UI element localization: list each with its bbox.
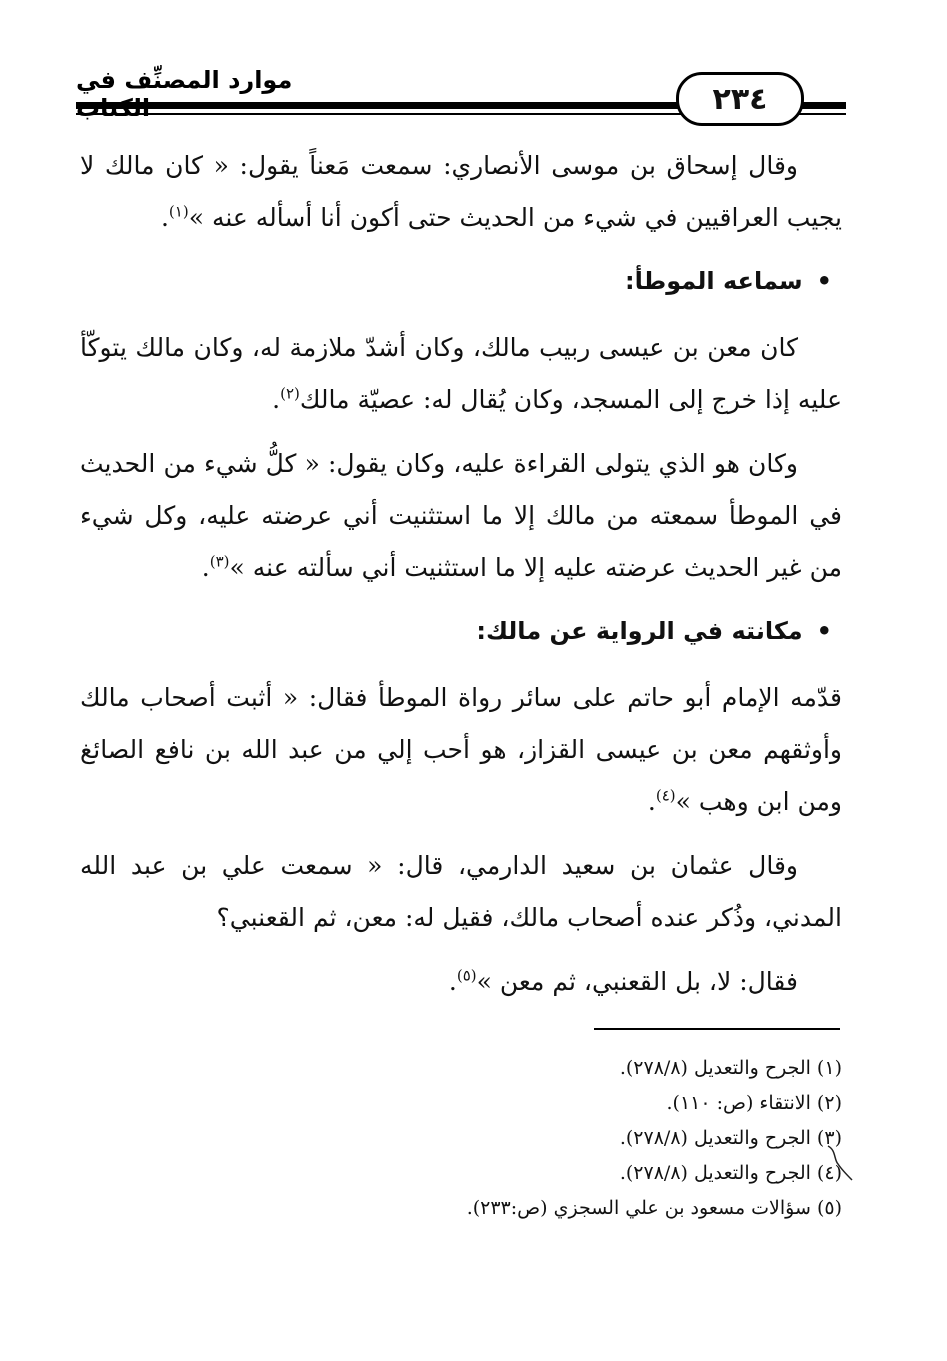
paragraph-4-text: قدّمه الإمام أبو حاتم على سائر رواة الموطأ فقال: « أثبت أصحاب مالك وأوثقهم معن بن عيسى القزاز، هو أحب إلي من عبد الله بن نافع الصائغ ومن ابن وهب » <box>80 683 842 816</box>
footnote-1: (١) الجرح والتعديل (٢٧٨/٨). <box>619 1057 842 1079</box>
footnote-5: (٥) سؤالات مسعود بن علي السجزي (ص:٢٣٣). <box>466 1197 842 1219</box>
paragraph-6-text: فقال: لا، بل القعنبي، ثم معن » <box>476 967 798 996</box>
paragraph-4: قدّمه الإمام أبو حاتم على سائر رواة الموطأ فقال: « أثبت أصحاب مالك وأوثقهم معن بن عيسى القزاز، هو أحب إلي من عبد الله بن نافع الصائغ ومن ابن وهب »$^{(٤)}$. <box>80 683 842 816</box>
footnote-ref-3[interactable]: (٣) <box>209 552 230 571</box>
footnote-ref-5[interactable]: (٥) <box>456 966 477 985</box>
paragraph-5 <box>80 840 842 944</box>
running-header <box>76 64 846 124</box>
footnote-4: (٤) الجرح والتعديل (٢٧٨/٨). <box>619 1162 842 1184</box>
section-heading-2-text: مكانته في الرواية عن مالك: <box>476 617 803 645</box>
footnote-ref-1[interactable]: (١) <box>168 202 189 221</box>
page-number: ٢٣٤ <box>712 81 768 117</box>
footnotes <box>400 1052 842 1227</box>
paragraph-6: فقال: لا، بل القعنبي، ثم معن »$^{(٥)}$. <box>448 966 798 996</box>
footnote-ref-4[interactable]: (٤) <box>655 786 676 805</box>
page-number-badge <box>676 72 804 126</box>
paragraph-3: وكان هو الذي يتولى القراءة عليه، وكان يقول: « كلُّ شيء من الحديث في الموطأ سمعته من مالك إلا ما استثنيت أني عرضته عليه، وكل شيء من غير الحديث عرضته عليه إلا ما استثنيت أني سألته عنه »$^{(٣)}$. <box>80 449 842 582</box>
section-heading-1 <box>80 256 842 306</box>
paragraph-2: كان معن بن عيسى ربيب مالك، وكان أشدّ ملازمة له، وكان مالك يتوكّأ عليه إذا خرج إلى المسجد، وكان يُقال له: عصيّة مالك$^{(٢)}$. <box>80 333 842 414</box>
running-header-title: موارد المصنِّف في <box>76 66 293 94</box>
footnote-separator <box>594 1028 840 1030</box>
paragraph-2-text: كان معن بن عيسى ربيب مالك، وكان أشدّ ملازمة له، وكان مالك يتوكّأ عليه إذا خرج إلى المسجد، وكان يُقال له: عصيّة مالك <box>80 333 842 414</box>
bullet-icon: • <box>816 267 832 295</box>
main-text <box>80 140 842 1020</box>
footnote-ref-2[interactable]: (٢) <box>280 384 300 403</box>
paragraph-1-text: وقال إسحاق بن موسى الأنصاري: سمعت مَعناً يقول: « كان مالك لا يجيب العراقيين في شيء من الحديث حتى أكون أنا أسأله عنه » <box>80 151 842 232</box>
footnote-2: (٢) الانتقاء (ص: ١١٠). <box>666 1092 842 1114</box>
section-heading-2 <box>80 606 842 656</box>
bullet-icon: • <box>816 617 832 645</box>
pen-mark-icon <box>826 1142 856 1182</box>
footnote-3: (٣) الجرح والتعديل (٢٧٨/٨). <box>619 1127 842 1149</box>
paragraph-1: وقال إسحاق بن موسى الأنصاري: سمعت مَعناً يقول: « كان مالك لا يجيب العراقيين في شيء من الحديث حتى أكون أنا أسأله عنه »$^{(١)}$. <box>80 151 842 232</box>
paragraph-5-text: وقال عثمان بن سعيد الدارمي، قال: « سمعت علي بن عبد الله المدني، وذُكر عنده أصحاب مالك، فقيل له: معن، ثم القعنبي؟ <box>80 851 842 932</box>
section-heading-1-text: سماعه الموطأ: <box>625 267 803 295</box>
paragraph-3-text: وكان هو الذي يتولى القراءة عليه، وكان يقول: « كلُّ شيء من الحديث في الموطأ سمعته من مالك إلا ما استثنيت أني عرضته عليه، وكل شيء من غير الحديث عرضته عليه إلا ما استثنيت أني سألته عنه » <box>80 449 842 582</box>
